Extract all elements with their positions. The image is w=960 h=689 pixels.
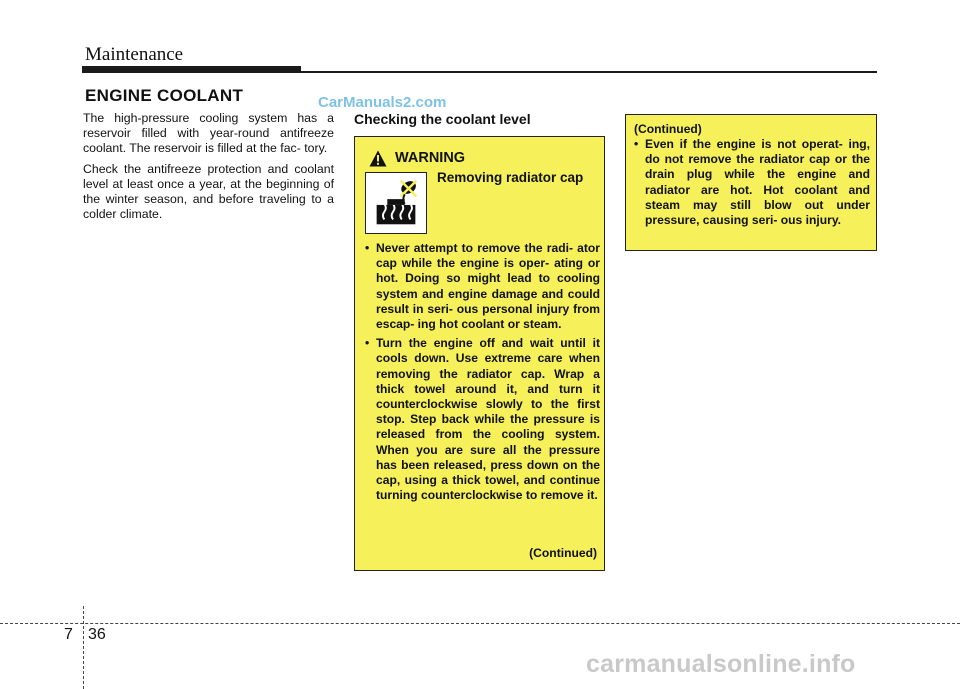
- intro-paragraph: The high-pressure cooling system has a reservoir filled with year-round antifreeze coolant. The reservoir is filled at the fac- tory.: [83, 111, 334, 156]
- warning-item-text: Never attempt to remove the radi- ator cap while the engine is oper- ating or hot. Doing so might lead to cooling system and engine damage and could result in seri- ous personal injury from escap- ing hot coolant or steam.: [376, 241, 600, 332]
- bullet-marker: •: [365, 336, 370, 351]
- intro-paragraph: Check the antifreeze protection and coolant level at least once a year, at the beginning of the winter season, and before traveling to a colder climate.: [83, 161, 334, 222]
- intro-column: [83, 111, 334, 227]
- section-heading: ENGINE COOLANT: [85, 86, 244, 105]
- warning-triangle-icon: [369, 150, 387, 167]
- warning-list-item: [365, 336, 600, 503]
- warning-continuation-box: [625, 114, 877, 251]
- continuation-list-item: [634, 137, 870, 228]
- warning-list: [365, 241, 600, 507]
- warning-header: [369, 148, 465, 168]
- bullet-marker: •: [634, 137, 639, 151]
- subheading-checking-coolant: Checking the coolant level: [354, 111, 531, 127]
- warning-box: [354, 136, 605, 571]
- footer-divider: [83, 606, 84, 689]
- warning-label: WARNING: [395, 150, 466, 166]
- chapter-number: 7: [64, 626, 73, 643]
- warning-item-text: Turn the engine off and wait until it cools down. Use extreme care when removing the radiator cap. Wrap a thick towel around it, and turn it counterclockwise slowly to the first stop. Step back while the pressure is released from the cooling system. When you are sure all the pressure has been released, press down on the cap, using a thick towel, and continue turning counterclockwise to remove it.: [376, 336, 600, 503]
- continued-label: (Continued): [634, 122, 702, 136]
- warning-continued-note: (Continued): [529, 546, 597, 560]
- warning-list-item: [365, 241, 600, 332]
- header-thick-bar: [82, 66, 301, 73]
- bullet-marker: •: [365, 241, 370, 255]
- page-number: 36: [88, 626, 106, 643]
- footer-rule: [0, 623, 960, 624]
- watermark-top: CarManuals2.com: [318, 94, 447, 111]
- running-header-title: Maintenance: [85, 44, 184, 65]
- watermark-bottom: carmanualsonline.info: [586, 650, 856, 678]
- radiator-cap-hazard-icon: [365, 172, 427, 234]
- warning-subtitle: Removing radiator cap: [437, 170, 584, 185]
- continuation-item-text: Even if the engine is not operat- ing, do not remove the radiator cap or the drain plug while the engine and radiator are hot. Hot coolant and steam may still blow out under pressure, causing seri- ous injury.: [645, 137, 870, 228]
- header-rule: [301, 71, 877, 73]
- continuation-list: [634, 137, 870, 228]
